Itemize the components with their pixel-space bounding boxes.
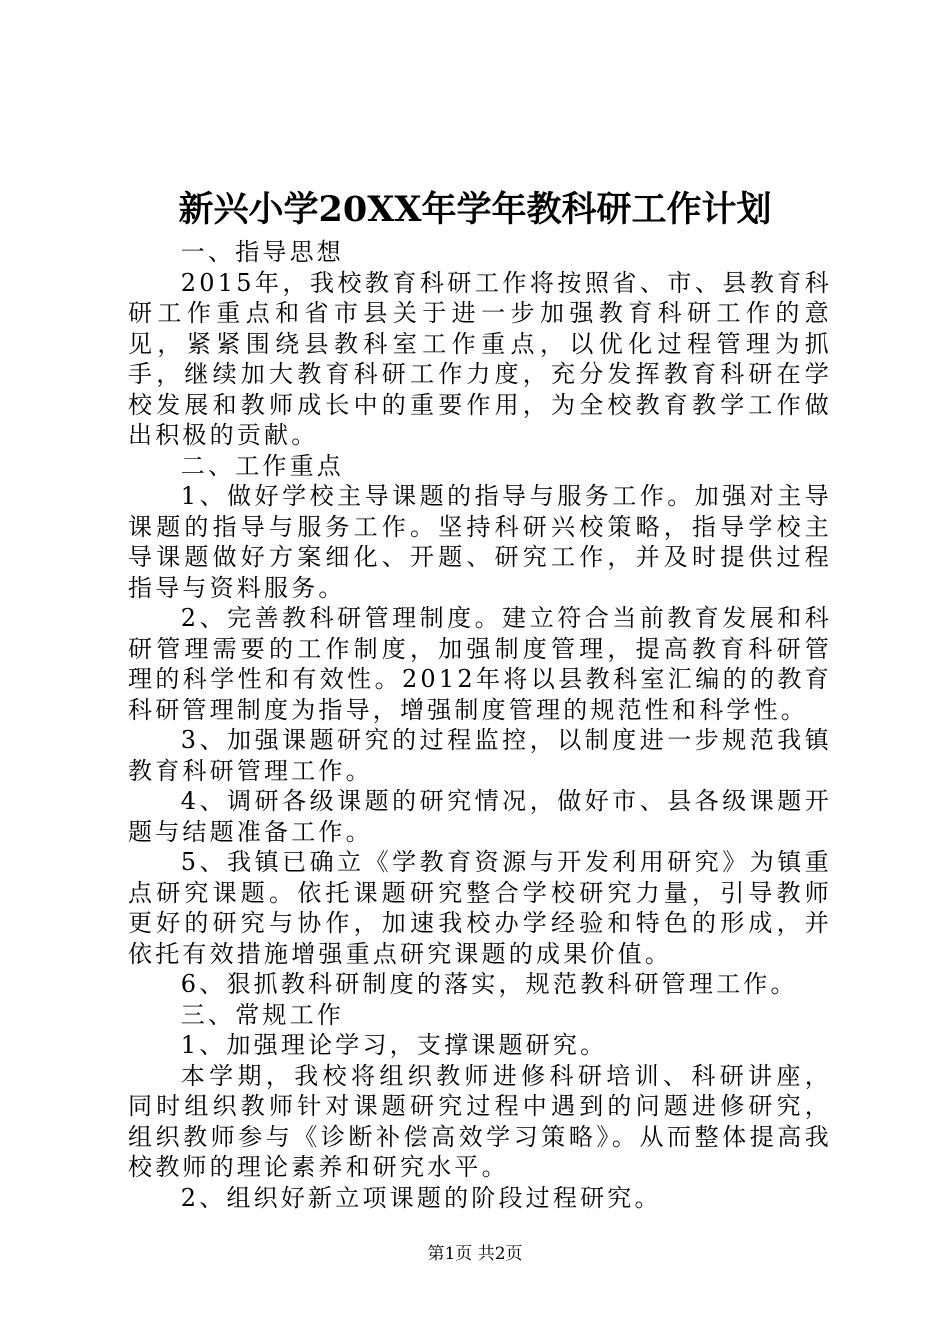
section-heading: 一、指导思想 bbox=[180, 238, 344, 266]
section-heading: 三、常规工作 bbox=[180, 1000, 344, 1029]
body-paragraph: 2015年，我校教育科研工作将按照省、市、县教育科研工作重点和省市县关于进一步加强教育科研工作的意见，紧紧围绕县教科室工作重点，以优化过程管理为抓手，继续加大教育科研工作力度，充分发挥教育科研在学校发展和教师成长中的重要作用，为全校教育教学工作做出积极的贡献。 bbox=[128, 268, 832, 449]
body-paragraph: 本学期，我校将组织教师进修科研培训、科研讲座，同时组织教师针对课题研究过程中遇到的问题进修研究，组织教师参与《诊断补偿高效学习策略》。从而整体提高我校教师的理论素养和研究水平。 bbox=[128, 1061, 832, 1181]
body-paragraph: 1、加强理论学习，支撑课题研究。 bbox=[180, 1031, 608, 1059]
document-title: 新兴小学20XX年学年教科研工作计划 bbox=[178, 189, 772, 230]
page-number-footer: 第1页 共2页 bbox=[427, 1244, 523, 1264]
body-paragraph: 4、调研各级课题的研究情况，做好市、县各级课题开题与结题准备工作。 bbox=[128, 787, 832, 846]
body-paragraph: 5、我镇已确立《学教育资源与开发利用研究》为镇重点研究课题。依托课题研究整合学校研究力量，引导教师更好的研究与协作，加速我校办学经验和特色的形成，并依托有效措施增强重点研究课题的成果价值。 bbox=[128, 848, 832, 968]
body-paragraph: 3、加强课题研究的过程监控，以制度进一步规范我镇教育科研管理工作。 bbox=[128, 726, 832, 785]
body-paragraph: 2、完善教科研管理制度。建立符合当前教育发展和科研管理需要的工作制度，加强制度管理，提高教育科研管理的科学性和有效性。2012年将以县教科室汇编的的教育科研管理制度为指导，增强制度管理的规范性和科学性。 bbox=[128, 604, 832, 724]
section-heading: 二、工作重点 bbox=[180, 451, 344, 480]
document-body bbox=[128, 237, 832, 1213]
body-paragraph: 6、狠抓教科研制度的落实，规范教科研管理工作。 bbox=[180, 970, 798, 998]
body-paragraph: 2、组织好新立项课题的阶段过程研究。 bbox=[180, 1183, 662, 1212]
body-paragraph: 1、做好学校主导课题的指导与服务工作。加强对主导课题的指导与服务工作。坚持科研兴校策略，指导学校主导课题做好方案细化、开题、研究工作，并及时提供过程指导与资料服务。 bbox=[128, 482, 832, 602]
